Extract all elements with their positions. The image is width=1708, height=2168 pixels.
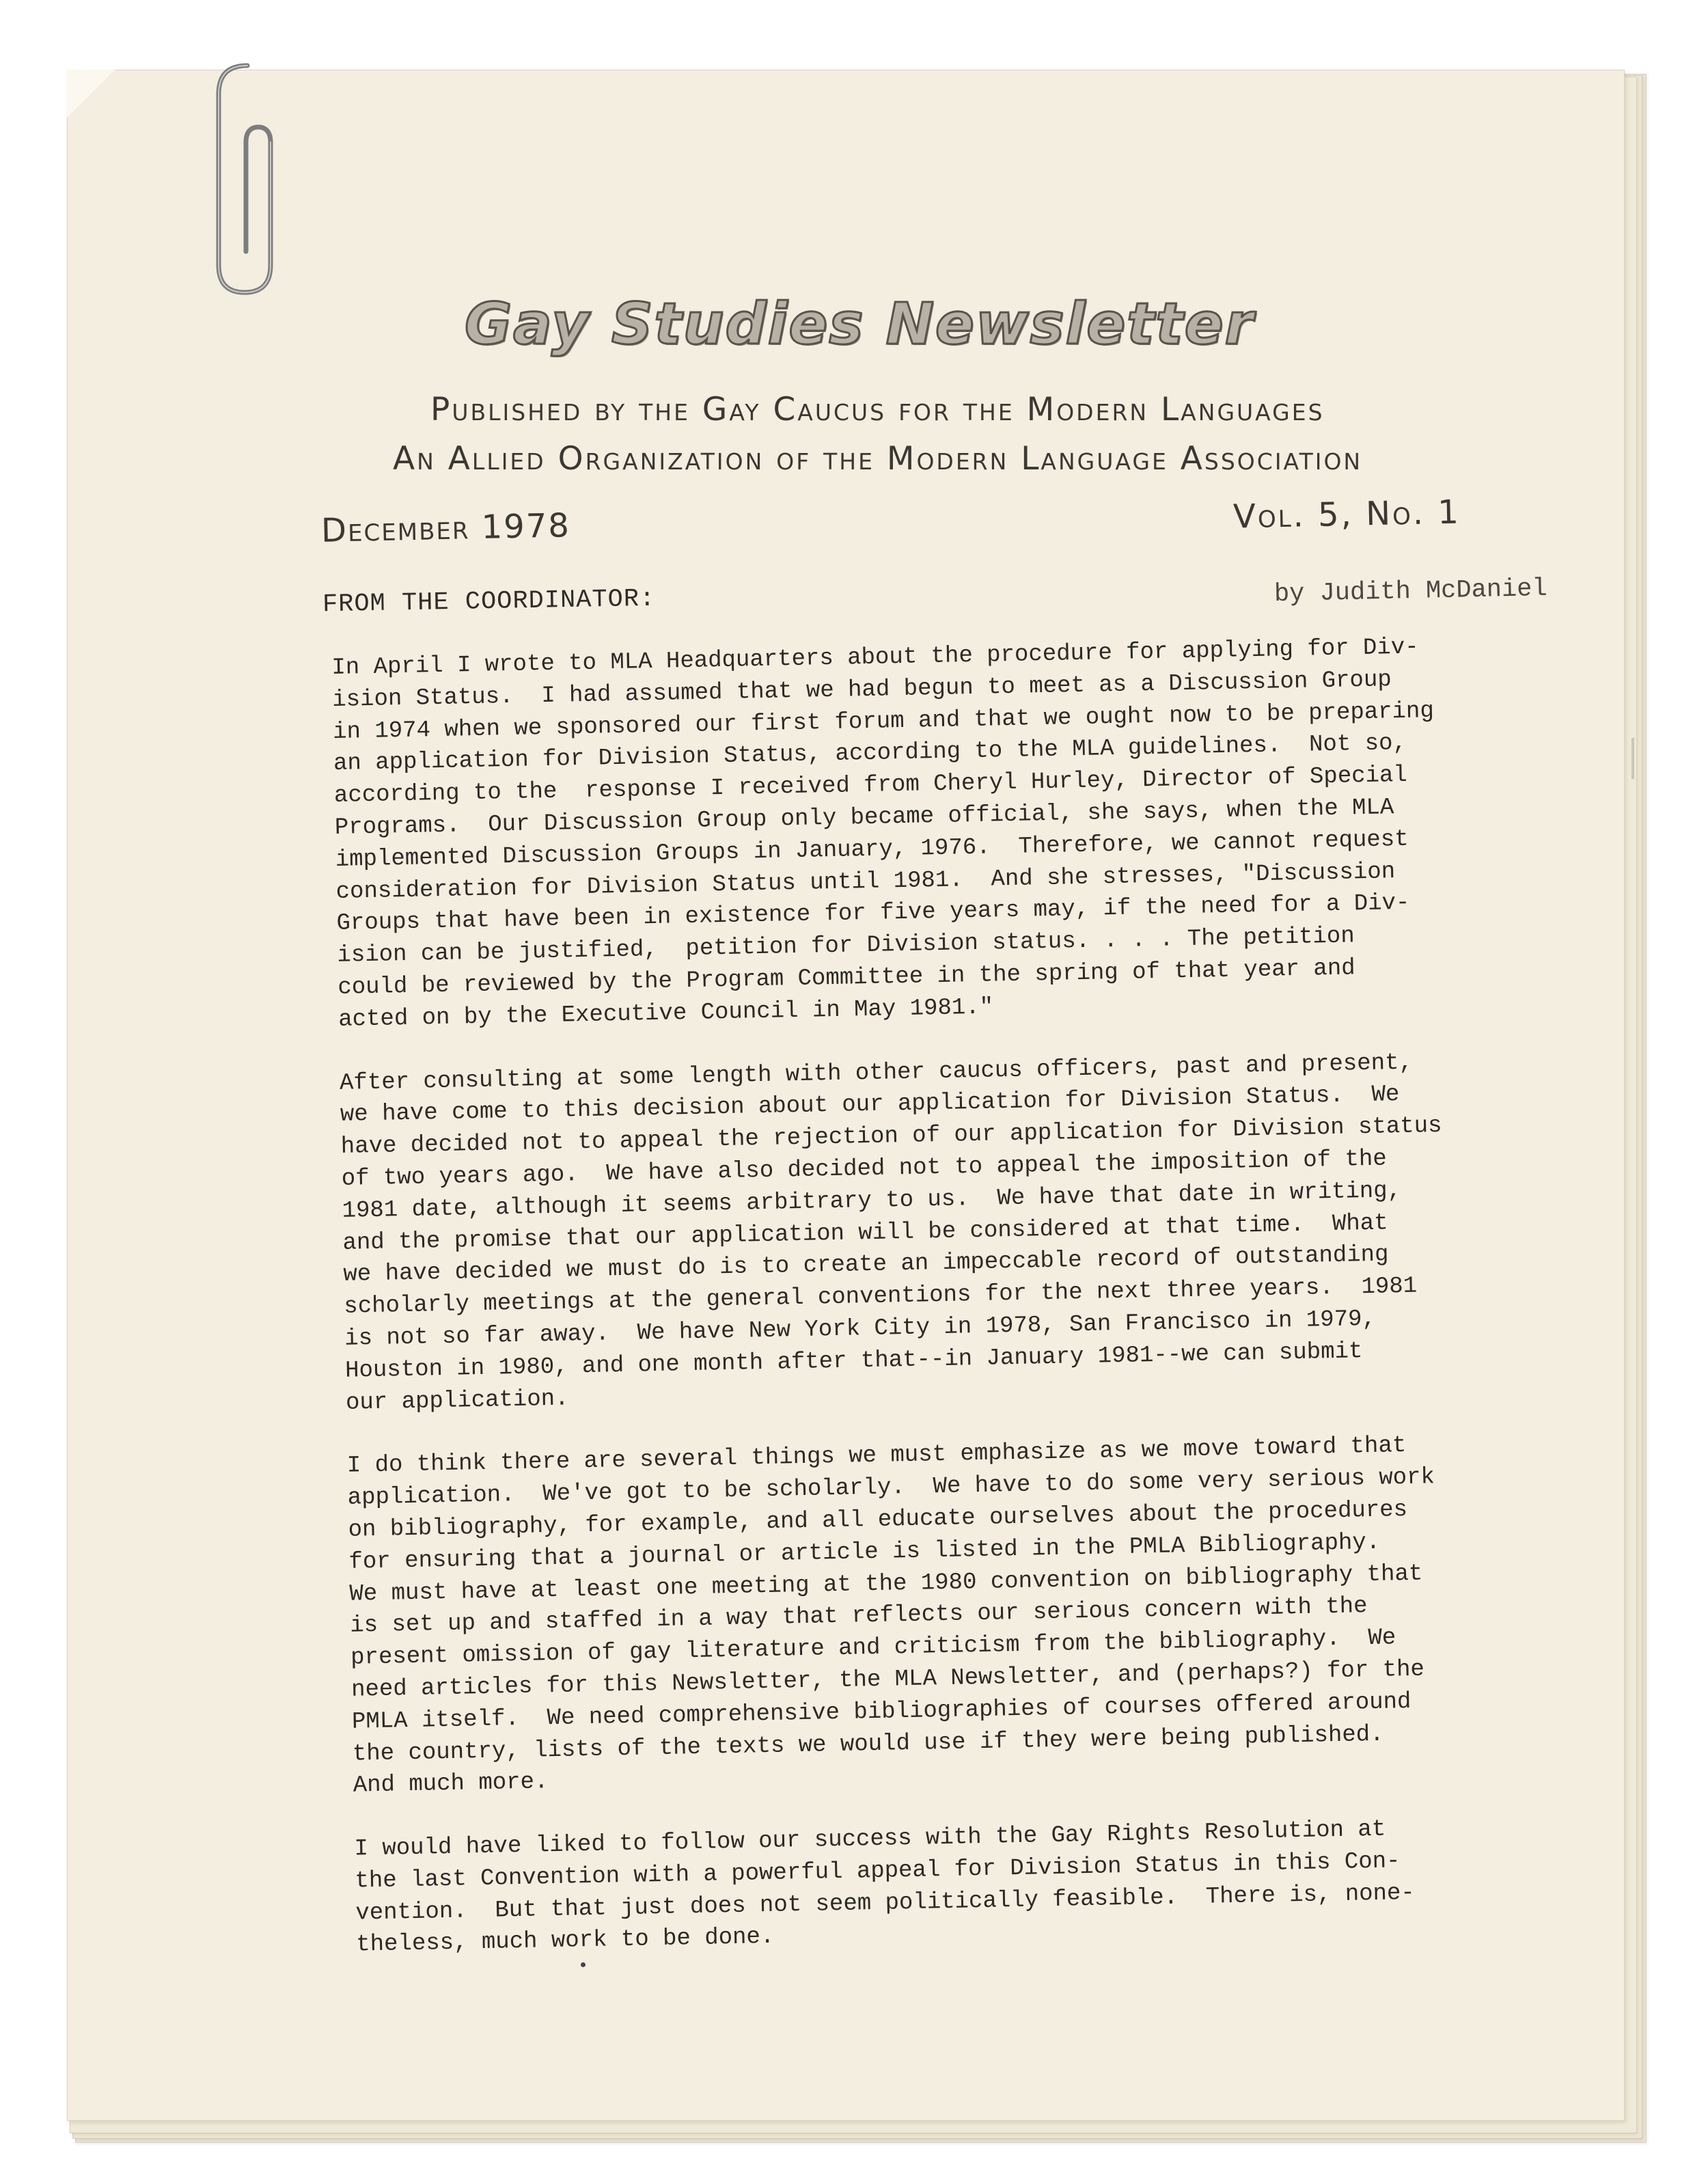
masthead-title: Gay Studies Newsletter <box>465 290 1254 357</box>
paragraph: After consulting at some length with other caucus officers, past and present, we have come to this decision about our application for Division Status. We have decided not to appeal the rejection of our application for Division status of two years ago. We have also decided not to appeal the imposition of the 1981 date, although it seems arbitrary to us. We have that date in writing, and the promise that our application will be considered at that time. What we have decided we must do is to create an impeccable record of outstanding scholarly meetings at the general conventions for the next three years. 1981 is not so far away. We have New York City in 1978, San Francisco in 1979, Houston in 1980, and one month after that--in January 1981--we can submit our application. <box>339 1049 1442 1416</box>
article-body <box>331 629 1600 1993</box>
section-heading: FROM THE COORDINATOR: <box>322 584 656 620</box>
page-dot <box>581 1962 586 1967</box>
paperclip-icon <box>205 60 287 296</box>
publisher-line-2: An Allied Organization of the Modern Language Association <box>393 440 1363 478</box>
issue-date: December 1978 <box>320 506 571 550</box>
byline: by Judith McDaniel <box>1273 574 1548 609</box>
page-corner <box>67 70 115 118</box>
paragraph: I would have liked to follow our success with the Gay Rights Resolution at the last Convention with a powerful appeal for Division Status in this Con- vention. But that just does not seem politically feasible. There is, none- theless, much work to be done. <box>354 1816 1416 1959</box>
paragraph: I do think there are several things we must emphasize as we move toward that application. We've got to be scholarly. We have to do some very serious work on bibliography, for example, and all educate ourselves about the procedures for ensuring that a journal or article is listed in the PMLA Bibliography. We must have at least one meeting at the 1980 convention on bibliography that is set up and staffed in a way that reflects our serious concern with the present omission of gay literature and criticism from the bibliography. We need articles for this Newsletter, the MLA Newsletter, and (perhaps?) for the PMLA itself. We need comprehensive bibliographies of courses offered around the country, lists of the texts we would use if they were being published. And much more. <box>346 1433 1435 1799</box>
page-edge-mark <box>1631 738 1634 779</box>
issue-volume: Vol. 5, No. 1 <box>1232 493 1461 536</box>
publisher-line-1: Published by the Gay Caucus for the Modern Languages <box>430 391 1325 428</box>
paragraph: In April I wrote to MLA Headquarters about the procedure for applying for Div- ision Status. I had assumed that we had begun to meet as a Discussion Group in 1974 when we sponsored our first forum and that we ought now to be preparing an application for Division Status, according to the MLA guidelines. Not so, according to the response I received from Cheryl Hurley, Director of Special Programs. Our Discussion Group only became official, she says, when the MLA implemented Discussion Groups in January, 1976. Therefore, we cannot request consideration for Division Status until 1981. And she stresses, "Discussion Groups that have been in existence for five years may, if the need for a Div- ision can be justified, petition for Division status. . . . The petition could be reviewed by the Program Committee in the spring of that year and acted on by the Executive Council in May 1981." <box>331 634 1435 1033</box>
